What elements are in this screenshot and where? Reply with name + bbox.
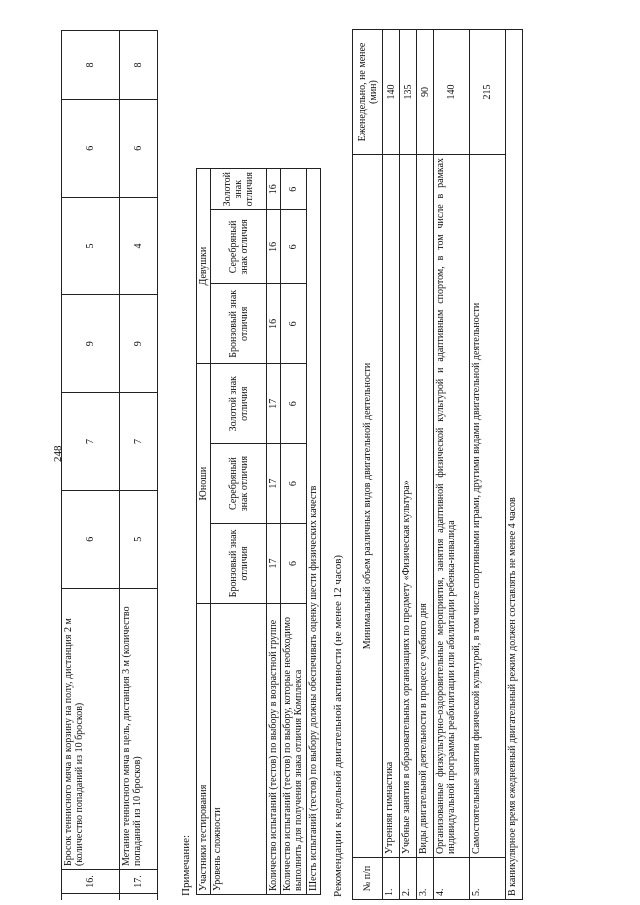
row-number: 17.: [120, 870, 158, 894]
level-label: Уровень сложности: [211, 603, 267, 894]
value-cell: 7: [62, 393, 120, 491]
row-number: 3.: [417, 858, 434, 900]
value-cell: 16: [267, 169, 281, 210]
badge-header: Бронзовый знак отличия: [211, 284, 267, 364]
row-number: 16.: [62, 870, 120, 894]
note-label: Примечание:: [180, 834, 192, 896]
value-cell: 5: [62, 197, 120, 295]
row-number: 2.: [400, 858, 417, 900]
table-row: [470, 30, 506, 900]
value-cell: 140: [434, 30, 470, 155]
weekly-header: Еженедельно, не менее (мин): [353, 30, 383, 155]
badge-header: Бронзовый знак отличия: [211, 524, 267, 604]
footer-text: В каникулярное время ежедневный двигательный режим должен составлять не менее 4 часов: [506, 30, 523, 900]
value-cell: 8: [120, 31, 158, 100]
value-cell: 16: [267, 210, 281, 284]
value-cell: 9: [62, 295, 120, 393]
table-row: [434, 30, 470, 900]
participants-label: Участники тестирования: [197, 603, 211, 894]
row-text: Количество испытаний (тестов) по выбору в возрастной группе: [267, 603, 281, 894]
badge-header: Золотой знак отличия: [211, 364, 267, 444]
row-text: Виды двигательной деятельности в процессе учебного дня: [417, 154, 434, 857]
table-row: [417, 30, 434, 900]
value-cell: 17: [267, 364, 281, 444]
table-row: [383, 30, 400, 900]
num-header: № п/п: [353, 858, 383, 900]
table-row: [400, 30, 417, 900]
row-text: Количество испытаний (тестов) по выбору, которые необходимо выполнить для получения знака отличия Комплекса: [281, 603, 307, 894]
value-cell: 5: [120, 490, 158, 588]
value-cell: 6: [281, 524, 307, 604]
value-cell: 6: [120, 99, 158, 197]
value-cell: 140: [383, 30, 400, 155]
row-text: Учебные занятия в образовательных организациях по предмету «Физическая культура»: [400, 154, 417, 857]
row-text: Организованные физкультурно-оздоровительные мероприятия, занятия адаптивной физической культурой и адаптивным спортом, в том числе в рамках индивидуальной программы реабилитации или абилитации ребенка-инвалида: [434, 154, 470, 857]
value-cell: 17: [267, 524, 281, 604]
row-number: 4.: [434, 858, 470, 900]
tests-table: [61, 30, 158, 900]
row-text: Шесть испытаний (тестов) по выбору должны обеспечивать оценку шести физических качеств: [307, 169, 321, 895]
value-cell: 9: [120, 295, 158, 393]
value-cell: 6: [281, 284, 307, 364]
row-number: 5.: [470, 858, 506, 900]
value-cell: 215: [470, 30, 506, 155]
badge-header: Золотой знак отличия: [211, 169, 267, 210]
badge-header: Серебряный знак отличия: [211, 210, 267, 284]
value-cell: 6: [281, 444, 307, 524]
badges-table: [196, 168, 321, 895]
value-cell: 16: [267, 284, 281, 364]
activity-header: Минимальный объем различных видов двигательной деятельности: [353, 154, 383, 857]
value-cell: 6: [62, 490, 120, 588]
table-row: [267, 169, 281, 895]
girls-header: Девушки: [197, 169, 211, 364]
test-name: Метание теннисного мяча в цель, дистанция 3 м (количество попаданий из 10 бросков): [120, 588, 158, 869]
value-cell: 90: [417, 30, 434, 155]
value-cell: 4: [120, 197, 158, 295]
value-cell: 135: [400, 30, 417, 155]
table-row: [281, 169, 307, 895]
table-row: [62, 31, 120, 901]
table-row: [120, 31, 158, 901]
value-cell: 6: [281, 364, 307, 444]
row-text: Утренняя гимнастика: [383, 154, 400, 857]
value-cell: 6: [281, 169, 307, 210]
badge-header: Серебряный знак отличия: [211, 444, 267, 524]
row-number: 1.: [383, 858, 400, 900]
recommendation-heading: Рекомендации к недельной двигательной активности (не менее 12 часов): [332, 554, 344, 897]
value-cell: 6: [62, 99, 120, 197]
page-number: 248: [52, 445, 64, 462]
value-cell: 17: [267, 444, 281, 524]
value-cell: 8: [62, 31, 120, 100]
activity-table: [352, 29, 523, 900]
table-row: [506, 30, 523, 900]
row-text: Самостоятельные занятия физической культурой, в том числе спортивными играми, другими видами двигательной деятельности: [470, 154, 506, 857]
value-cell: 7: [120, 393, 158, 491]
boys-header: Юноши: [197, 364, 211, 604]
test-name: Бросок теннисного мяча в корзину на полу, дистанция 2 м (количество попаданий из 10 бросков): [62, 588, 120, 869]
value-cell: 6: [281, 210, 307, 284]
table-row: [307, 169, 321, 895]
